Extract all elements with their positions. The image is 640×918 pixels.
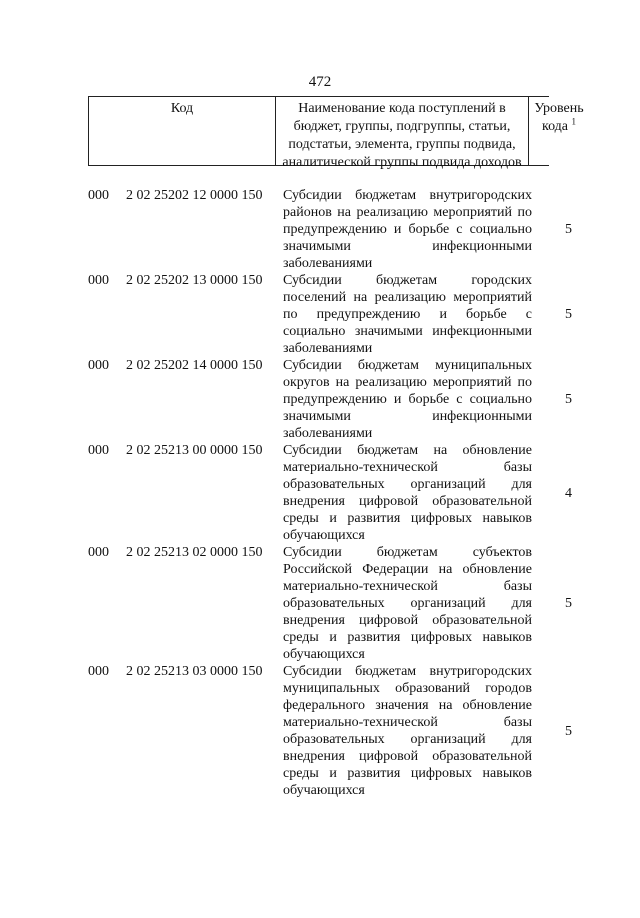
description-line: предупреждению и борьбе с социально bbox=[283, 392, 532, 407]
description-line: внедрения цифровой образовательной bbox=[283, 613, 532, 628]
header-name-line: подстатьи, элемента, группы подвида, bbox=[288, 137, 516, 152]
table-header bbox=[88, 96, 584, 170]
row-prefix: 000 bbox=[88, 273, 109, 288]
row-prefix: 000 bbox=[88, 545, 109, 560]
description-line: материально-технической базы bbox=[283, 460, 532, 475]
header-level-kod: кода bbox=[541, 119, 569, 134]
row-prefix: 000 bbox=[88, 358, 109, 373]
description-line: внедрения цифровой образовательной bbox=[283, 494, 532, 509]
description-line: предупреждению и борьбе с социально bbox=[283, 222, 532, 237]
row-code: 2 02 25213 03 0000 150 bbox=[126, 664, 263, 679]
row-code: 2 02 25213 02 0000 150 bbox=[126, 545, 263, 560]
description-line: материально-технической базы bbox=[283, 579, 532, 594]
description-line: среды и развития цифровых навыков bbox=[283, 511, 532, 526]
header-level bbox=[529, 97, 584, 168]
description-line: Субсидии бюджетам на обновление bbox=[283, 443, 532, 458]
description-line: значимыми инфекционными bbox=[283, 239, 532, 254]
description-line: обучающихся bbox=[283, 647, 365, 662]
row-code: 2 02 25202 12 0000 150 bbox=[126, 188, 263, 203]
row-level: 5 bbox=[565, 724, 572, 739]
description-line: внедрения цифровой образовательной bbox=[283, 749, 532, 764]
row-level: 5 bbox=[565, 307, 572, 322]
description-line: материально-технической базы bbox=[283, 715, 532, 730]
row-level: 4 bbox=[565, 486, 572, 501]
header-name-line: Наименование кода поступлений в bbox=[298, 101, 506, 116]
description-line: поселений на реализацию мероприятий bbox=[283, 290, 532, 305]
header-name-line: бюджет, группы, подгруппы, статьи, bbox=[293, 119, 511, 134]
description-line: округов на реализацию мероприятий по bbox=[283, 375, 532, 390]
description-line: Российской Федерации на обновление bbox=[283, 562, 532, 577]
description-line: заболеваниями bbox=[283, 256, 373, 271]
row-description bbox=[283, 187, 532, 272]
description-line: по предупреждению и борьбе с bbox=[283, 307, 532, 322]
description-line: образовательных организаций для bbox=[283, 477, 532, 492]
row-description bbox=[283, 544, 532, 663]
header-code: Код bbox=[89, 97, 276, 165]
row-description bbox=[283, 442, 532, 544]
description-line: федерального значения на обновление bbox=[283, 698, 532, 713]
row-code: 2 02 25202 14 0000 150 bbox=[126, 358, 263, 373]
row-prefix: 000 bbox=[88, 188, 109, 203]
row-level: 5 bbox=[565, 596, 572, 611]
header-name-line: аналитической группы подвида доходов bbox=[282, 155, 522, 170]
description-line: заболеваниями bbox=[283, 426, 373, 441]
description-line: обучающихся bbox=[283, 528, 365, 543]
description-line: образовательных организаций для bbox=[283, 732, 532, 747]
row-code: 2 02 25213 00 0000 150 bbox=[126, 443, 263, 458]
row-prefix: 000 bbox=[88, 664, 109, 679]
header-level-footnote: 1 bbox=[571, 116, 577, 127]
row-description bbox=[283, 272, 532, 357]
header-level-line2 bbox=[529, 118, 589, 136]
header-level-line1: Уровень bbox=[534, 101, 584, 116]
description-line: среды и развития цифровых навыков bbox=[283, 630, 532, 645]
description-line: заболеваниями bbox=[283, 341, 373, 356]
description-line: значимыми инфекционными bbox=[283, 409, 532, 424]
row-level: 5 bbox=[565, 222, 572, 237]
page-number: 472 bbox=[308, 74, 332, 90]
row-code: 2 02 25202 13 0000 150 bbox=[126, 273, 263, 288]
description-line: социально значимыми инфекционными bbox=[283, 324, 532, 339]
description-line: образовательных организаций для bbox=[283, 596, 532, 611]
description-line: Субсидии бюджетам субъектов bbox=[283, 545, 532, 560]
row-description bbox=[283, 357, 532, 442]
header-name bbox=[276, 97, 529, 170]
description-line: Субсидии бюджетам внутригородских bbox=[283, 664, 532, 679]
description-line: Субсидии бюджетам городских bbox=[283, 273, 532, 288]
description-line: Субсидии бюджетам внутригородских bbox=[283, 188, 532, 203]
description-line: обучающихся bbox=[283, 783, 365, 798]
row-prefix: 000 bbox=[88, 443, 109, 458]
header-level-text bbox=[529, 100, 589, 136]
row-description bbox=[283, 663, 532, 799]
description-line: Субсидии бюджетам муниципальных bbox=[283, 358, 532, 373]
row-level: 5 bbox=[565, 392, 572, 407]
description-line: районов на реализацию мероприятий по bbox=[283, 205, 532, 220]
description-line: среды и развития цифровых навыков bbox=[283, 766, 532, 781]
description-line: муниципальных образований городов bbox=[283, 681, 532, 696]
